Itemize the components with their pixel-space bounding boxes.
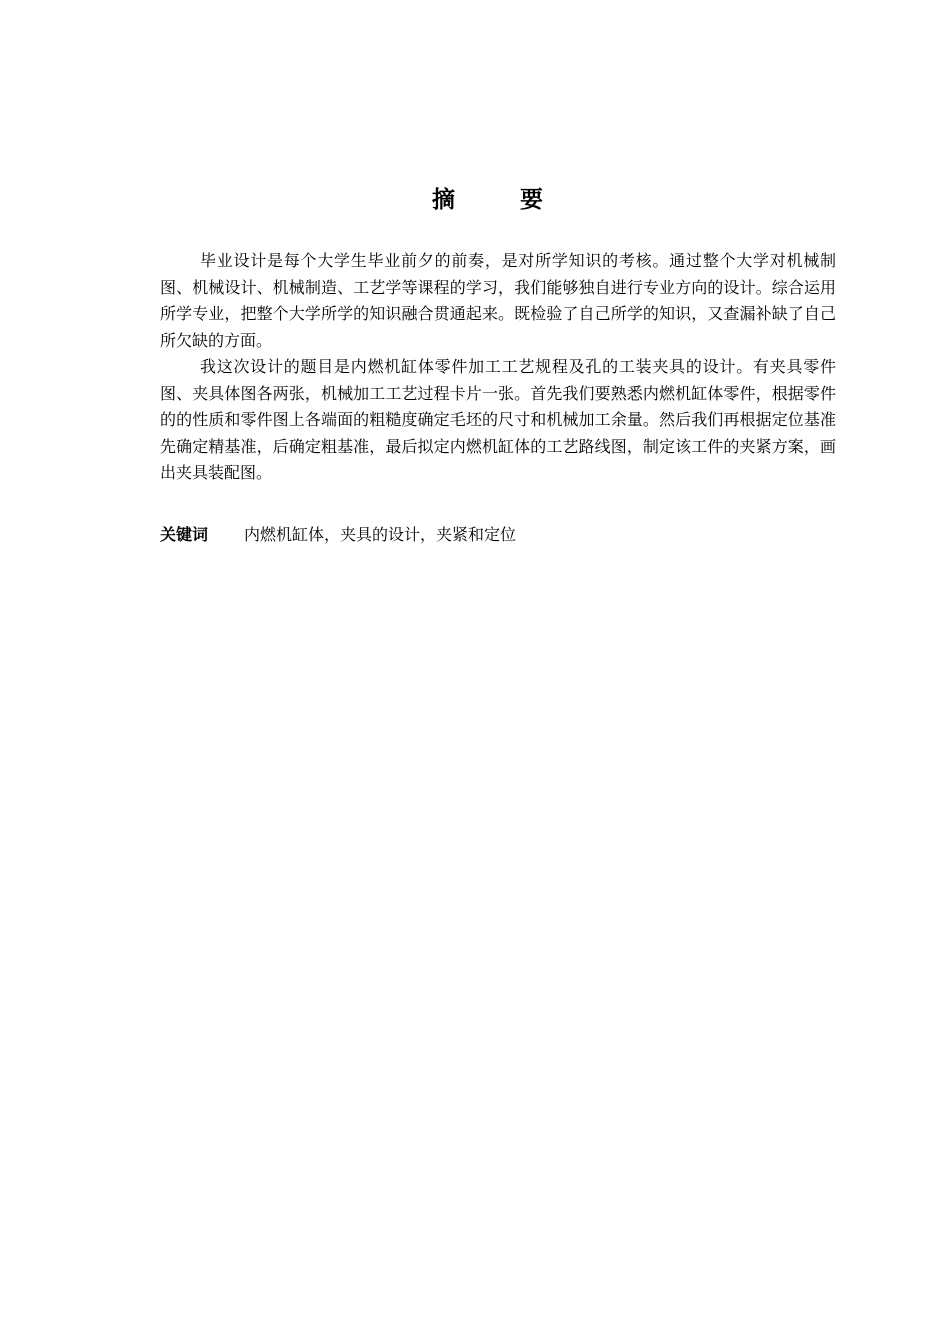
abstract-paragraph-2: 我这次设计的题目是内燃机缸体零件加工工艺规程及孔的工装夹具的设计。有夹具零件图、夹具体图各两张，机械加工工艺过程卡片一张。首先我们要熟悉内燃机缸体零件，根据零件的的性质和零件图上各端面的粗糙度确定毛坯的尺寸和机械加工余量。然后我们再根据定位基准先确定精基准，后确定粗基准，最后拟定内燃机缸体的工艺路线图，制定该工件的夹紧方案，画出夹具装配图。: [160, 357, 836, 482]
abstract-paragraph-1: 毕业设计是每个大学生毕业前夕的前奏，是对所学知识的考核。通过整个大学对机械制图、机械设计、机械制造、工艺学等课程的学习，我们能够独自进行专业方向的设计。综合运用所学专业，把整个大学所学的知识融合贯通起来。既检验了自己所学的知识，又查漏补缺了自己所欠缺的方面。: [160, 251, 836, 350]
keywords-label: 关键词: [160, 525, 209, 544]
page-title: 摘 要: [432, 187, 564, 213]
keywords-line: [160, 522, 836, 548]
abstract-body: [160, 248, 836, 487]
keywords-value: 内燃机缸体，夹具的设计，夹紧和定位: [244, 525, 517, 544]
